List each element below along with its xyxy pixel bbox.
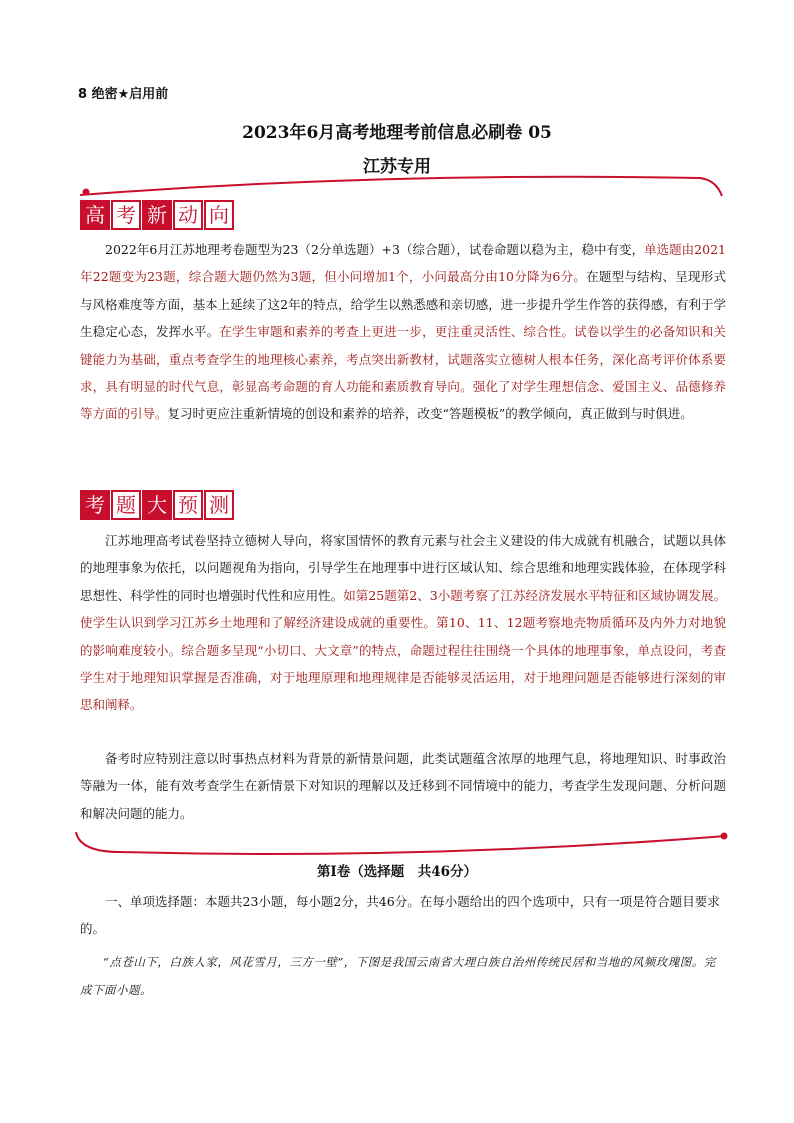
trends-paragraph	[80, 236, 726, 428]
text-run: 江苏地理高考试卷坚持立德树人导向，将家国情怀的教育元素与社会主义建设的伟大成就有机融合，试题以具体的地理事象为依托，以问题视角为指向，引导学生在地理事中进行区域认知、综合思维和地理实践体验，在体现学科思想性、科学性的同时也增强时代性和应用性。	[80, 533, 726, 603]
tag-char: 考	[111, 200, 141, 230]
section-tag-gaokao-trends	[80, 200, 234, 230]
confidential-label: 8 绝密★启用前	[78, 87, 169, 102]
highlight-text: 单选题由2021年22题变为23题，综合题大题仍然为3题，但小问增加1个，小问最高分由10分降为6分。	[80, 242, 726, 285]
tag-char: 动	[173, 200, 203, 230]
tag-char: 测	[204, 490, 234, 520]
tag-char: 题	[111, 490, 141, 520]
highlight-text: 在学生审题和素养的考查上更进一步，更注重灵活性、综合性。试卷以学生的必备知识和关键能力为基础，重点考查学生的地理核心素养，考点突出新教材，试题落实立德树人根本任务，深化高考评价体系要求，具有明显的时代气息，彰显高考命题的育人功能和素质教育导向。强化了对学生理想信念、爱国主义、品德修养等方面的引导。	[80, 324, 726, 422]
text-run: 2022年6月江苏地理考卷题型为23（2分单选题）+3（综合题），试卷命题以稳为主，稳中有变，	[105, 242, 645, 257]
preparation-paragraph: 备考时应特别注意以时事热点材料为背景的新情景问题，此类试题蕴含浓厚的地理气息，将地理知识、时事政治等融为一体，能有效考查学生在新情景下对知识的理解以及迁移到不同情境中的能力，考查学生发现问题、分析问题和解决问题的能力。	[80, 751, 726, 821]
tag-char: 新	[142, 200, 172, 230]
text-run: 复习时更应注重新情境的创设和素养的培养，改变“答题模板”的教学倾向，真正做到与时俱进。	[167, 406, 693, 422]
question-material: “点苍山下，白族人家，风花雪月，三方一壁”，下图是我国云南省大理白族自治州传统民居和当地的风频玫瑰图。完成下面小题。	[80, 955, 716, 997]
page-title: 2023年6月高考地理考前信息必刷卷 05	[242, 123, 552, 143]
section-tag-exam-prediction	[80, 490, 234, 520]
tag-char: 向	[204, 200, 234, 230]
exam-section-heading: 第Ⅰ卷（选择题 共46分）	[316, 864, 478, 880]
prediction-paragraph	[80, 527, 726, 719]
tag-char: 预	[173, 490, 203, 520]
question-instruction: 一、单项选择题：本题共23小题，每小题2分，共46分。在每小题给出的四个选项中，只有一项是符合题目要求的。	[80, 894, 720, 936]
tag-char: 考	[80, 490, 110, 520]
text-run: 在题型与结构、呈现形式与风格难度等方面，基本上延续了这2年的特点，给学生以熟悉感和亲切感，进一步提升学生作答的获得感，有利于学生稳定心态，发挥水平。	[80, 269, 726, 340]
page-subtitle: 江苏专用	[363, 157, 431, 177]
highlight-text: 如第25题第2、3小题考察了江苏经济发展水平特征和区域协调发展。使学生认识到学习江苏乡土地理和了解经济建设成就的重要性。第10、11、12题考察地壳物质循环及内外力对地貌的影响难度较小。综合题多呈现“小切口、大文章”的特点，命题过程往往围绕一个具体的地理事象，单点设问，考查学生对于地理知识掌握是否准确，对于地理原理和地理规律是否能够灵活运用，对于地理问题是否能够进行深刻的审思和阐释。	[80, 587, 726, 713]
tag-char: 大	[142, 490, 172, 520]
tag-char: 高	[80, 200, 110, 230]
